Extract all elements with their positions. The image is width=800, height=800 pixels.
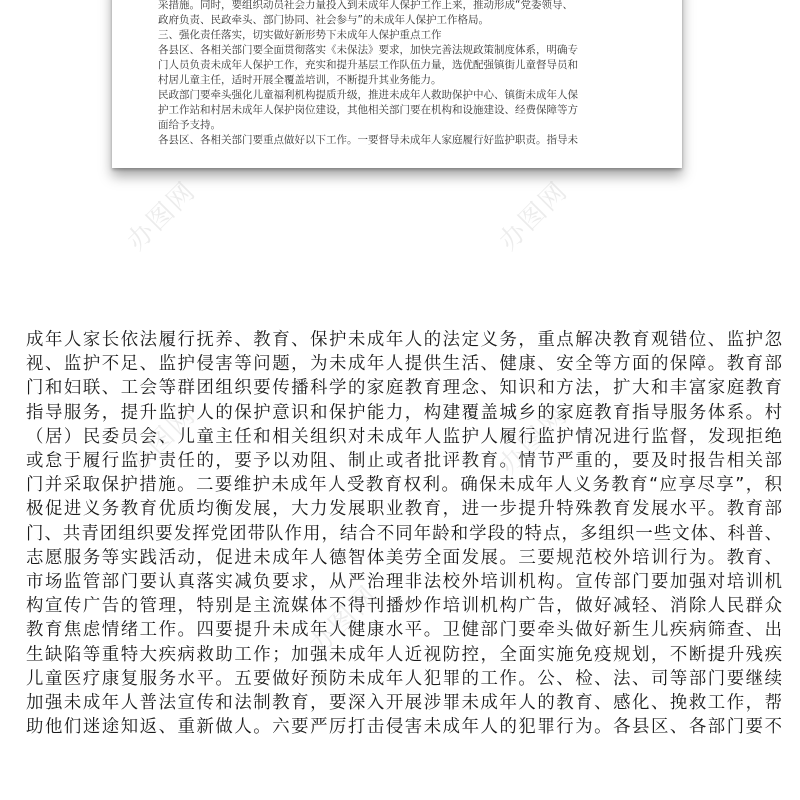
- body-line: （居）民委员会、儿童主任和相关组织对未成年人监护人履行监护情况进行监督，发现拒绝: [26, 426, 782, 447]
- preview-line: 民政部门要牵头强化儿童福利机构提质升级，推进未成年人救助保护中心、镇街未成年人保: [158, 89, 578, 101]
- body-line: 构宣传广告的管理，特别是主流媒体不得刊播炒作培训机构广告，做好减轻、消除人民群众: [26, 596, 782, 617]
- body-text: [26, 328, 782, 739]
- body-line: 门并采取保护措施。二要维护未成年人受教育权利。确保未成年人义务教育“应享尽享”，积: [26, 475, 782, 496]
- preview-line: 村居儿童主任，适时开展全覆盖培训，不断提升其业务能力。: [158, 74, 442, 86]
- body-line: 或怠于履行监护责任的，要予以劝阻、制止或者批评教育。情节严重的，要及时报告相关部: [26, 451, 782, 472]
- watermark: 办图网: [121, 399, 203, 481]
- body-line: 门和妇联、工会等群团组织要传播科学的家庭教育理念、知识和方法，扩大和丰富家庭教育: [26, 378, 782, 399]
- body-line: 门、共青团组织要发挥党团带队作用，结合不同年龄和学段的特点，多组织一些文体、科普、: [26, 523, 782, 544]
- preview-line: 政府负责、民政牵头、部门协同、社会参与”的未成年人保护工作格局。: [158, 14, 489, 26]
- preview-line: 各县区、各相关部门要全面贯彻落实《未保法》要求，加快完善法规政策制度体系，明确专: [158, 44, 578, 56]
- body-line: 教育焦虑情绪工作。四要提升未成年人健康水平。卫健部门要牵头做好新生儿疾病筛查、出: [26, 620, 782, 641]
- preview-line: 面给予支持。: [158, 119, 221, 131]
- body-line: 生缺陷等重特大疾病救助工作；加强未成年人近视防控，全面实施免疫规划，不断提升残疾: [26, 644, 782, 665]
- body-line: 加强未成年人普法宣传和法制教育，要深入开展涉罪未成年人的教育、感化、挽救工作，帮: [26, 693, 782, 714]
- body-line: 儿童医疗康复服务水平。五要做好预防未成年人犯罪的工作。公、检、法、司等部门要继续: [26, 668, 782, 689]
- body-line: 市场监管部门要认真落实减负要求，从严治理非法校外培训机构。宣传部门要加强对培训机: [26, 572, 782, 593]
- watermark: 办图网: [303, 579, 385, 661]
- watermark: 办图网: [493, 175, 575, 257]
- preview-line: 三、强化责任落实，切实做好新形势下未成年人保护重点工作: [158, 29, 442, 41]
- body-line: 指导服务，提升监护人的保护意识和保护能力，构建覆盖城乡的家庭教育指导服务体系。村: [26, 402, 782, 423]
- preview-line: 采措施。同时，要组织动员社会力量投入到未成年人保护工作上来，推动形成“党委领导、: [158, 0, 573, 11]
- body-line: 视、监护不足、监护侵害等问题，为未成年人提供生活、健康、安全等方面的保障。教育部: [26, 354, 782, 375]
- preview-line: 护工作站和村居未成年人保护岗位建设，其他相关部门要在机构和设施建设、经费保障等方: [158, 104, 578, 116]
- document-preview-card: [112, 0, 682, 168]
- watermark: 办图网: [121, 175, 203, 257]
- watermark: 办图网: [493, 399, 575, 481]
- body-line: 志愿服务等实践活动，促进未成年人德智体美劳全面发展。三要规范校外培训行为。教育、: [26, 547, 782, 568]
- preview-line: 门人员负责未成年人保护工作，充实和提升基层工作队伍力量，选优配强镇街儿童督导员和: [158, 59, 578, 71]
- body-line: 极促进义务教育优质均衡发展，大力发展职业教育，进一步提升特殊教育发展水平。教育部: [26, 499, 782, 520]
- preview-text: [158, 0, 654, 148]
- body-line: 成年人家长依法履行抚养、教育、保护未成年人的法定义务，重点解决教育观错位、监护忽: [26, 330, 782, 350]
- preview-line: 各县区、各相关部门要重点做好以下工作。一要督导未成年人家庭履行好监护职责。指导未: [158, 134, 578, 146]
- body-line: 助他们迷途知返、重新做人。六要严厉打击侵害未成年人的犯罪行为。各县区、各部门要不: [26, 717, 782, 738]
